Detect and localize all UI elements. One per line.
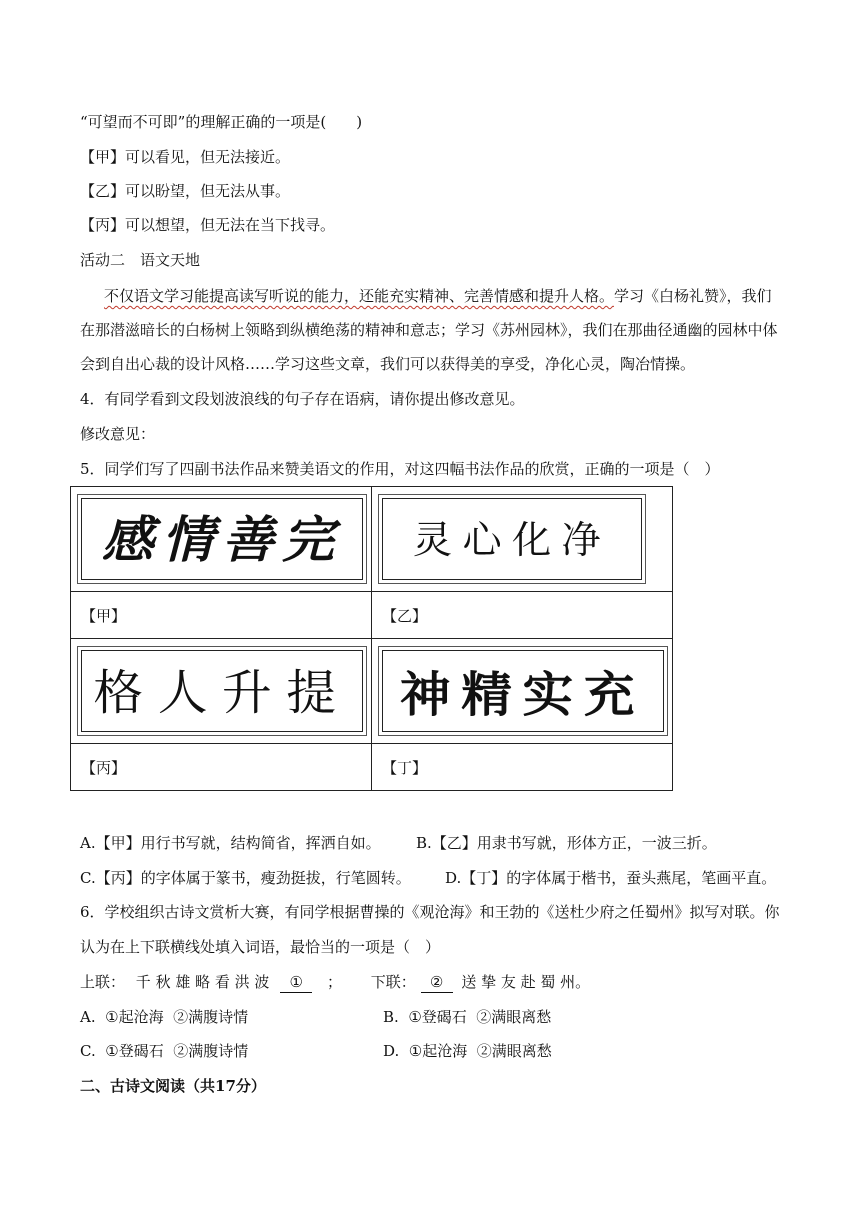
calligraphy-label-yi: 【乙】 [372,592,673,639]
calligraphy-label-ding: 【丁】 [372,744,673,791]
calligraphy-cell-bing [71,639,372,744]
lower-label: 下联： [370,973,416,991]
q5-option-a: A.【甲】用行书写就，结构简省，挥洒自如。 [80,834,381,852]
lower-text: 送 挚 友 赴 蜀 州。 [461,973,591,991]
q5-option-b: B.【乙】用隶书写就，形体方正，一波三折。 [416,834,717,852]
q3-option-yi: 【乙】可以盼望，但无法从事。 [80,182,291,200]
q3-option-jia: 【甲】可以看见，但无法接近。 [80,148,291,166]
blank-2: ② [421,972,453,993]
calligraphy-bing-text: 格人升提 [93,664,351,721]
passage-line2: 在那潜滋暗长的白杨树上领略到纵横绝荡的精神和意志；学习《苏州园林》，我们在那曲径通幽的园林中体 [80,321,778,339]
couplet [80,972,590,993]
upper-text: 千 秋 雄 略 看 洪 波 [135,973,270,991]
passage-line1-rest: 学习《白杨礼赞》，我们 [614,287,772,305]
upper-label: 上联： [80,973,126,991]
section2-title: 二、古诗文阅读（共17分） [80,1077,266,1095]
q6-stem-line1: 6．学校组织古诗文赏析大赛，有同学根据曹操的《观沧海》和王勃的《送杜少府之任蜀州》拟写对联。你 [80,903,780,921]
q3-stem: “可望而不可即”的理解正确的一项是( ) [80,113,363,131]
q6-option-c: C. ①登碣石 ②满腹诗情 [80,1042,249,1060]
calligraphy-cell-ding [372,639,673,744]
activity2-passage [80,279,800,381]
passage-line3: 会到自出心裁的设计风格……学习这些文章，我们可以获得美的享受，净化心灵，陶冶情操。 [80,355,696,373]
q6-stem-line2: 认为在上下联横线处填入词语，最恰当的一项是（ ） [80,938,441,956]
wavy-sentence: 不仅语文学习能提高读写听说的能力，还能充实精神、完善情感和提升人格。 [104,287,615,305]
calligraphy-cell-yi [372,487,673,592]
activity2-title: 活动二 语文天地 [80,251,201,269]
q4-stem: 4．有同学看到文段划波浪线的句子存在语病，请你提出修改意见。 [80,390,525,408]
calligraphy-ding [382,650,664,732]
calligraphy-yi [382,498,642,580]
q3-option-bing: 【丙】可以想望，但无法在当下找寻。 [80,216,336,234]
couplet-separator: ； [326,973,342,991]
calligraphy-label-jia: 【甲】 [71,592,372,639]
q5-option-c: C.【丙】的字体属于篆书，瘦劲挺拔，行笔圆转。 [80,869,411,887]
calligraphy-jia-text: 感情善完 [101,510,343,570]
calligraphy-ding-text: 神精实充 [399,666,646,723]
calligraphy-jia [81,498,363,580]
q6-option-a: A. ①起沧海 ②满腹诗情 [80,1008,249,1026]
q5-stem: 5．同学们写了四副书法作品来赞美语文的作用，对这四幅书法作品的欣赏，正确的一项是（ ） [80,460,720,478]
blank-1: ① [280,972,312,993]
q4-answer-label: 修改意见： [80,425,156,443]
calligraphy-table [70,486,673,791]
q5-option-d: D.【丁】的字体属于楷书，蚕头燕尾，笔画平直。 [445,869,777,887]
calligraphy-label-bing: 【丙】 [71,744,372,791]
calligraphy-yi-text: 灵心化净 [412,518,612,563]
q6-option-d: D. ①起沧海 ②满眼离愁 [383,1042,552,1060]
calligraphy-cell-jia [71,487,372,592]
calligraphy-bing [81,650,363,732]
q6-option-b: B. ①登碣石 ②满眼离愁 [383,1008,552,1026]
